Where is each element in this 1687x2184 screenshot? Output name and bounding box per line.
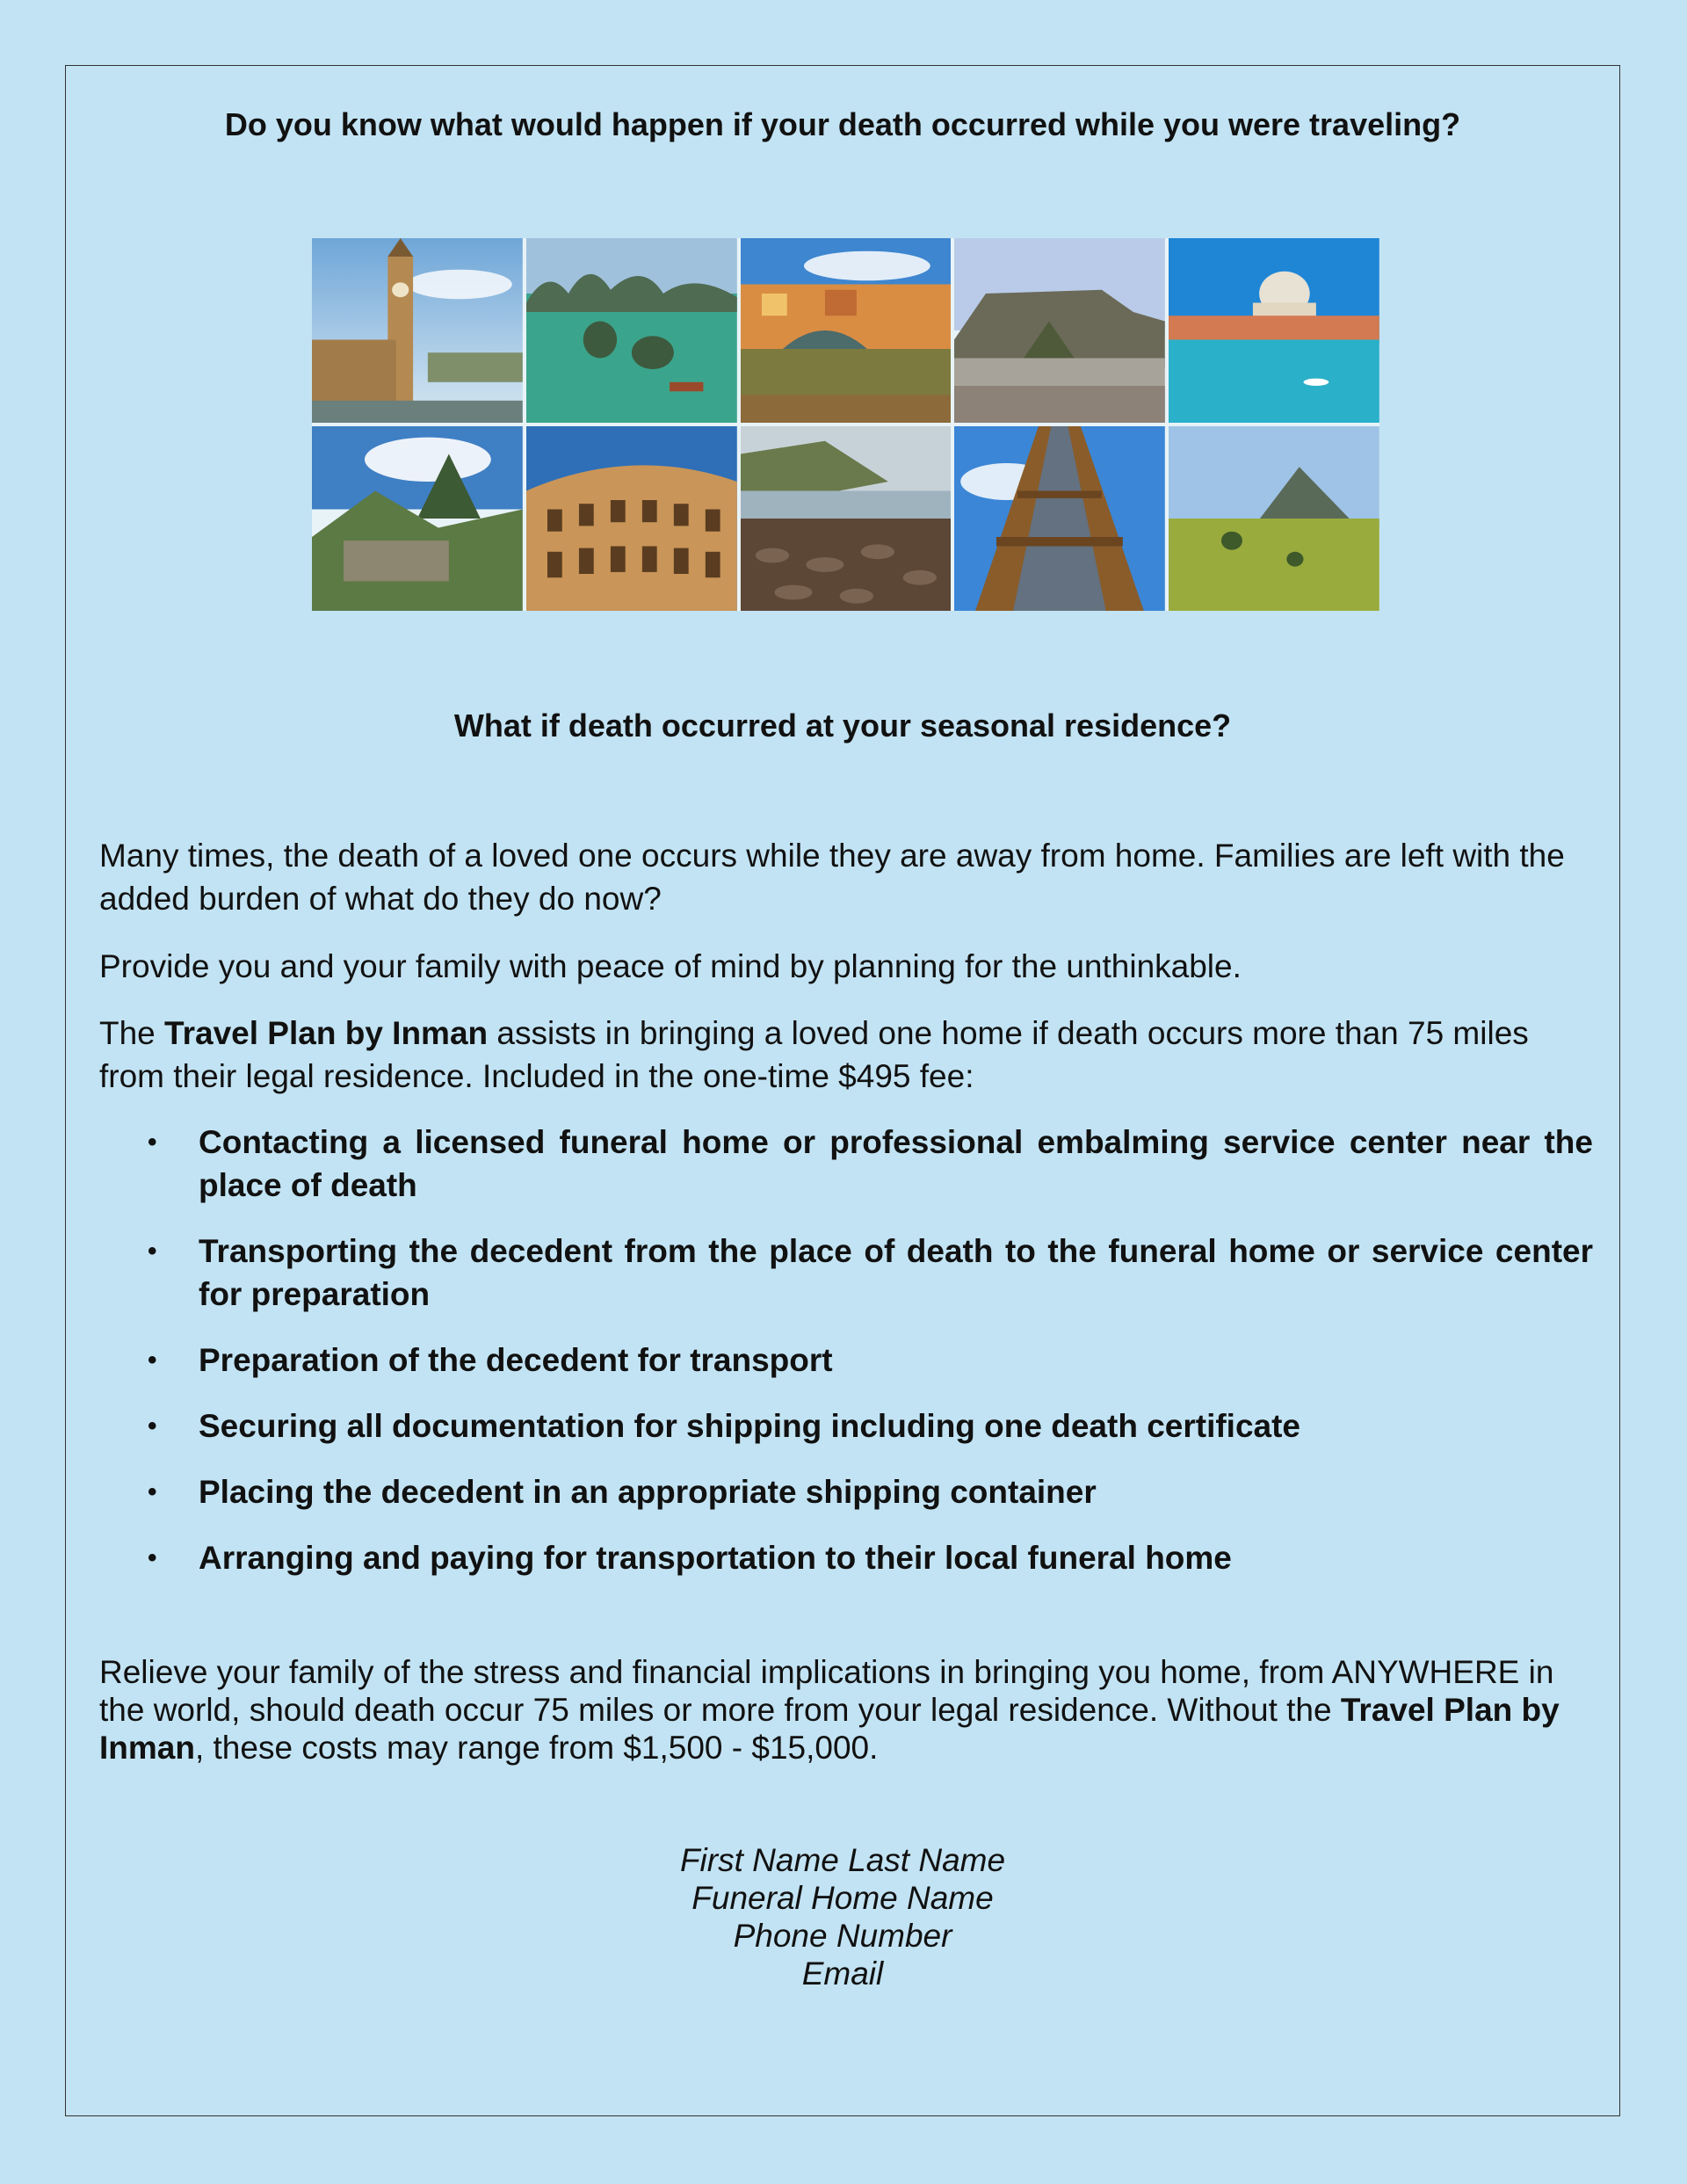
- volcano-meadow-photo: [1169, 426, 1379, 611]
- bullet-icon: •: [148, 1543, 157, 1572]
- eiffel-tower-photo: [954, 426, 1165, 611]
- contact-name: First Name Last Name: [679, 1842, 1006, 1878]
- contact-email: Email: [801, 1955, 884, 1992]
- big-ben-photo: [312, 238, 523, 423]
- list-item: • Arranging and paying for transportation to their local funeral home: [99, 1536, 1593, 1579]
- intro-paragraph: Many times, the death of a loved one occurs while they are away from home. Families are left with the added burden of what do they do now?: [99, 838, 1565, 917]
- machu-picchu-photo: [312, 426, 523, 611]
- peace-of-mind-paragraph: Provide you and your family with peace of mind by planning for the unthinkable.: [99, 948, 1242, 984]
- bullet-icon: •: [148, 1411, 157, 1440]
- bullet-icon: •: [148, 1128, 157, 1157]
- contact-phone: Phone Number: [733, 1918, 952, 1954]
- photo-collage: [312, 238, 1379, 611]
- list-item: • Contacting a licensed funeral home or professional embalming service center near the place of death: [99, 1121, 1593, 1207]
- plan-description-prefix: The: [99, 1015, 165, 1051]
- plan-brand-name: Travel Plan by Inman: [164, 1015, 489, 1051]
- cost-paragraph-suffix: , these costs may range from $1,500 - $15,000.: [194, 1730, 879, 1766]
- cost-paragraph: [99, 1653, 1593, 1767]
- list-item: • Securing all documentation for shipping including one death certificate: [99, 1404, 1593, 1448]
- table-mountain-photo: [954, 238, 1165, 423]
- cost-brand-name: Travel Plan by Inman: [99, 1692, 1560, 1766]
- included-services-list: [99, 1121, 1593, 1602]
- bullet-icon: •: [148, 1346, 157, 1375]
- ha-long-bay-photo: [526, 238, 737, 423]
- giants-causeway-photo: [741, 426, 952, 611]
- venice-photo: [1169, 238, 1379, 423]
- heading-traveling: Do you know what would happen if your death occurred while you were traveling?: [224, 106, 1461, 142]
- plan-description-suffix: assists in bringing a loved one home if death occurs more than 75 miles from their legal residence. Included in the one-time $495 fee:: [99, 1015, 1529, 1094]
- contact-funeral-home: Funeral Home Name: [691, 1880, 994, 1916]
- colosseum-photo: [526, 426, 737, 611]
- plan-description-paragraph: [99, 1012, 1593, 1098]
- contact-block: [66, 1841, 1619, 1992]
- ponte-vecchio-photo: [741, 238, 952, 423]
- heading-seasonal-residence: What if death occurred at your seasonal residence?: [453, 707, 1232, 744]
- cost-paragraph-prefix: Relieve your family of the stress and financial implications in bringing you home, from ANYWHERE in the world, should death occur 75 miles or more from your legal residence. Without the: [99, 1654, 1554, 1728]
- list-item: • Preparation of the decedent for transport: [99, 1339, 1593, 1382]
- list-item: • Placing the decedent in an appropriate shipping container: [99, 1470, 1593, 1513]
- bullet-icon: •: [148, 1477, 157, 1506]
- bullet-icon: •: [148, 1237, 157, 1266]
- list-item: • Transporting the decedent from the place of death to the funeral home or service center for preparation: [99, 1230, 1593, 1316]
- flyer-frame: [65, 65, 1620, 2116]
